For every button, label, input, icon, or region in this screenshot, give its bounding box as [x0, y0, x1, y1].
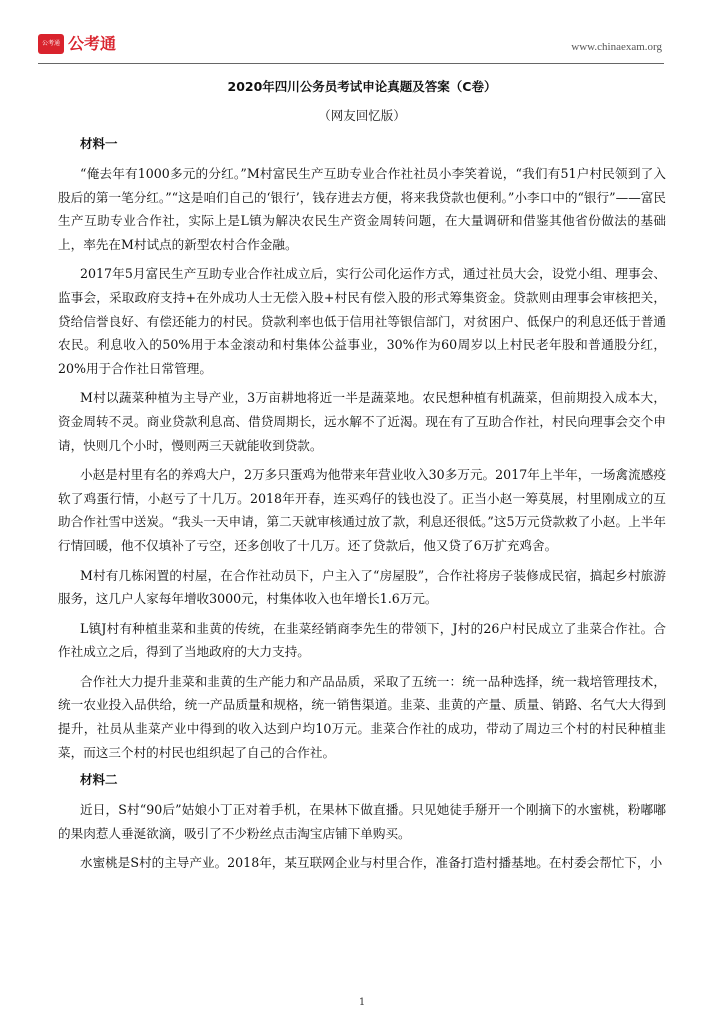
logo-text: 公考通: [68, 34, 117, 53]
paragraph: M村以蔬菜种植为主导产业，3万亩耕地将近一半是蔬菜地。农民想种植有机蔬菜，但前期投入成本大，资金周转不灵。商业贷款利息高、借贷周期长，远水解不了近渴。现在有了互助合作社，村民向理事会交个申请，快则几个小时，慢则两三天就能收到贷款。: [58, 390, 666, 453]
paragraph: L镇J村有种植韭菜和韭黄的传统，在韭菜经销商李先生的带领下，J村的26户村民成立了韭菜合作社。合作社成立之后，得到了当地政府的大力支持。: [58, 620, 666, 660]
paragraph: 2017年5月富民生产互助专业合作社成立后，实行公司化运作方式，通过社员大会，设党小组、理事会、监事会，采取政府支持+在外成功人士无偿入股+村民有偿入股的形式筹集资金。贷款则由理事会审核把关，贷给信誉良好、有偿还能力的村民。贷款利率也低于信用社等银信部门，对贫困户、低保户的利息还低于普通农民。利息收入的50%用于本金滚动和村集体公益事业，30%作为60周岁以上村民老年股和普通股分红，20%用于合作社日常管理。: [58, 266, 666, 376]
section-heading-material-2: 材料二: [80, 772, 118, 788]
paragraph: 合作社大力提升韭菜和韭黄的生产能力和产品品质，采取了五统一：统一品种选择，统一栽培管理技术，统一农业投入品供给，统一产品质量和规格，统一销售渠道。韭菜、韭黄的产量、质量、销路、名气大大得到提升，社员从韭菜产业中得到的收入达到户均10万元。韭菜合作社的成功，带动了周边三个村的村民种植韭菜，而这三个村的村民也组织起了自己的合作社。: [58, 673, 666, 760]
page-number: 1: [358, 997, 366, 1008]
paragraph: “俺去年有1000多元的分红。”M村富民生产互助专业合作社社员小李笑着说，“我们有51户村民领到了入股后的第一笔分红。”“这是咱们自己的‘银行’，钱存进去方便，将来我贷款也便利。”小李口中的“银行”——富民生产互助专业合作社，实际上是L镇为解决农民生产资金周转问题，在大量调研和借鉴其他省份做法的基础上，率先在M村试点的新型农村合作金融。: [58, 166, 666, 252]
document-subtitle: （网友回忆版）: [318, 108, 406, 123]
header-divider: [38, 63, 664, 64]
paragraph: 小赵是村里有名的养鸡大户，2万多只蛋鸡为他带来年营业收入30多万元。2017年上半年，一场禽流感疫软了鸡蛋行情，小赵亏了十几万。2018年开春，连买鸡仔的钱也没了。正当小赵一筹莫展，村里刚成立的互助合作社雪中送炭。“我头一天申请，第二天就审核通过放了款，利息还很低。”这5万元贷款救了小赵。上半年行情回暖，他不仅填补了亏空，还多创收了十几万。还了贷款后，他又贷了6万扩充鸡舍。: [58, 467, 666, 553]
paragraph: 近日，S村“90后”姑娘小丁正对着手机，在果林下做直播。只见她徒手掰开一个刚摘下的水蜜桃，粉嘟嘟的果肉惹人垂涎欲滴，吸引了不少粉丝点击淘宝店铺下单购买。: [58, 802, 666, 841]
paragraph: 水蜜桃是S村的主导产业。2018年，某互联网企业与村里合作，准备打造村播基地。在村委会帮忙下，小: [80, 855, 663, 871]
document-title: 2020年四川公务员考试申论真题及答案（C卷）: [227, 79, 497, 94]
logo-badge-icon: 公考通: [38, 34, 64, 54]
logo: [38, 34, 116, 54]
page-header: [38, 30, 662, 64]
document-body: [58, 77, 666, 881]
paragraph: M村有几栋闲置的村屋，在合作社动员下，户主入了“房屋股”，合作社将房子装修成民宿，搞起乡村旅游服务，这几户人家每年增收3000元，村集体收入也年增长1.6万元。: [58, 567, 666, 607]
section-heading-material-1: 材料一: [80, 136, 118, 151]
site-url: www.chinaexam.org: [571, 41, 662, 53]
